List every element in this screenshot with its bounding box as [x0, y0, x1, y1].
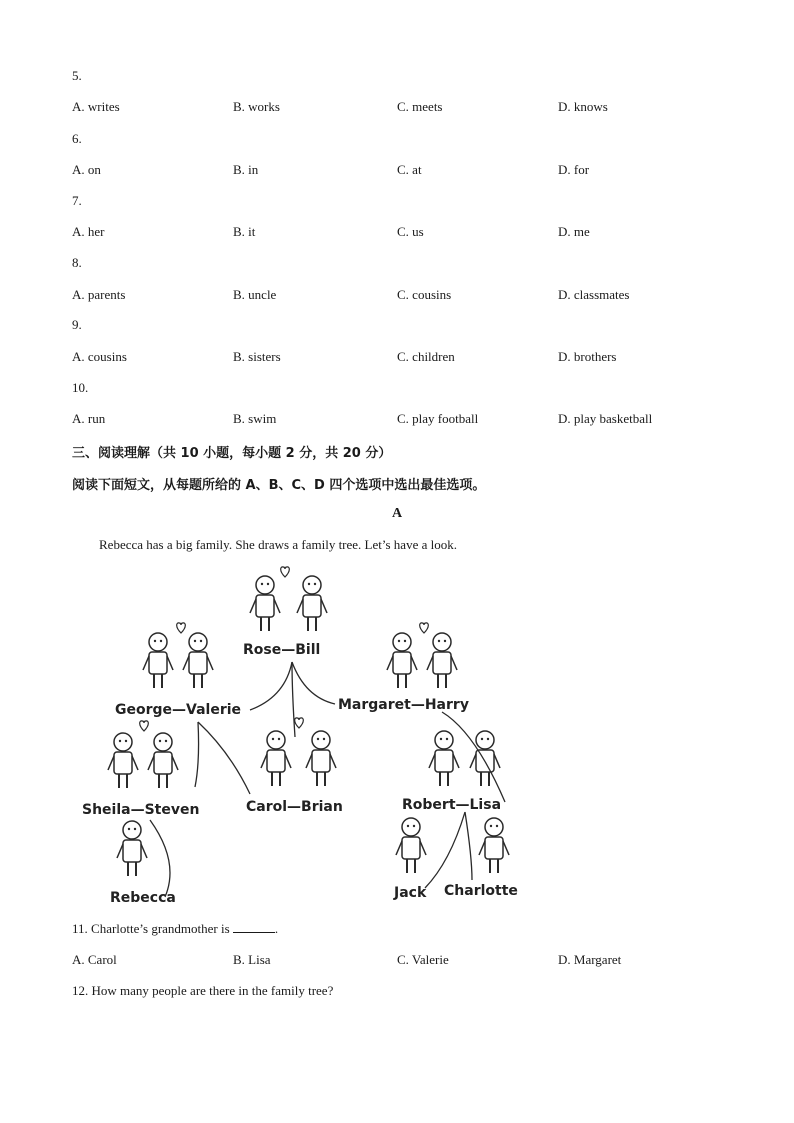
- option-a: A. on: [72, 162, 101, 177]
- option-c: C. us: [397, 224, 424, 239]
- question-12: 12. How many people are there in the family tree?: [72, 983, 334, 998]
- person-figure: [297, 576, 327, 631]
- option-c: C. at: [397, 162, 422, 177]
- heart-icon: [420, 623, 429, 633]
- label-rebecca: Rebecca: [110, 890, 176, 906]
- option-b: B. Lisa: [233, 952, 271, 967]
- person-figure: [470, 731, 500, 786]
- person-figure: [306, 731, 336, 786]
- label-sheila-steven: Sheila—Steven: [82, 802, 200, 818]
- question-number: 8.: [72, 255, 82, 270]
- person-figure: [183, 633, 213, 688]
- option-a: A. cousins: [72, 349, 127, 364]
- label-carol-brian: Carol—Brian: [246, 799, 343, 815]
- family-tree-illustration: [80, 562, 530, 907]
- question-number: 9.: [72, 317, 82, 332]
- heart-icon: [281, 567, 290, 577]
- heart-icon: [140, 721, 149, 731]
- label-rose-bill: Rose—Bill: [243, 642, 321, 658]
- option-b: B. uncle: [233, 287, 277, 302]
- label-robert-lisa: Robert—Lisa: [402, 797, 502, 813]
- question-11-period: .: [274, 921, 279, 936]
- label-charlotte: Charlotte: [444, 883, 518, 899]
- option-c: C. Valerie: [397, 952, 449, 967]
- heart-icon: [295, 718, 304, 728]
- person-figure: [427, 633, 457, 688]
- question-number: 7.: [72, 193, 82, 208]
- person-figure: [396, 818, 426, 873]
- section-heading: 三、阅读理解（共 10 小题，每小题 2 分，共 20 分）: [72, 446, 392, 461]
- answer-blank: [233, 922, 275, 933]
- label-jack: Jack: [394, 885, 427, 901]
- option-d: D. play basketball: [558, 411, 653, 426]
- passage-label: A: [391, 506, 403, 521]
- option-d: D. Margaret: [558, 952, 622, 967]
- person-figure: [148, 733, 178, 788]
- option-c: C. play football: [397, 411, 479, 426]
- question-11-text: 11. Charlotte’s grandmother is: [72, 921, 230, 936]
- label-george-valerie: George—Valerie: [115, 702, 242, 718]
- label-margaret-harry: Margaret—Harry: [338, 697, 469, 713]
- question-number: 6.: [72, 131, 82, 146]
- option-a: A. Carol: [72, 952, 117, 967]
- option-b: B. works: [233, 99, 280, 114]
- option-b: B. in: [233, 162, 259, 177]
- question-number: 10.: [72, 380, 89, 395]
- section-instruction: 阅读下面短文，从每题所给的 A、B、C、D 四个选项中选出最佳选项。: [72, 478, 486, 493]
- option-a: A. her: [72, 224, 105, 239]
- option-c: C. meets: [397, 99, 443, 114]
- option-b: B. it: [233, 224, 256, 239]
- option-a: A. writes: [72, 99, 120, 114]
- person-figure: [429, 731, 459, 786]
- option-b: B. swim: [233, 411, 277, 426]
- option-d: D. classmates: [558, 287, 630, 302]
- option-c: C. children: [397, 349, 455, 364]
- option-d: D. for: [558, 162, 590, 177]
- person-figure: [117, 821, 147, 876]
- question-number: 5.: [72, 68, 82, 83]
- person-figure: [108, 733, 138, 788]
- option-d: D. brothers: [558, 349, 617, 364]
- person-figure: [387, 633, 417, 688]
- option-d: D. knows: [558, 99, 608, 114]
- passage-intro: Rebecca has a big family. She draws a family tree. Let’s have a look.: [99, 537, 457, 552]
- option-a: A. parents: [72, 287, 126, 302]
- option-c: C. cousins: [397, 287, 452, 302]
- person-figure: [261, 731, 291, 786]
- heart-icon: [177, 623, 186, 633]
- option-b: B. sisters: [233, 349, 281, 364]
- person-figure: [143, 633, 173, 688]
- option-a: A. run: [72, 411, 106, 426]
- option-d: D. me: [558, 224, 590, 239]
- person-figure: [479, 818, 509, 873]
- person-figure: [250, 576, 280, 631]
- question-11: [72, 921, 278, 937]
